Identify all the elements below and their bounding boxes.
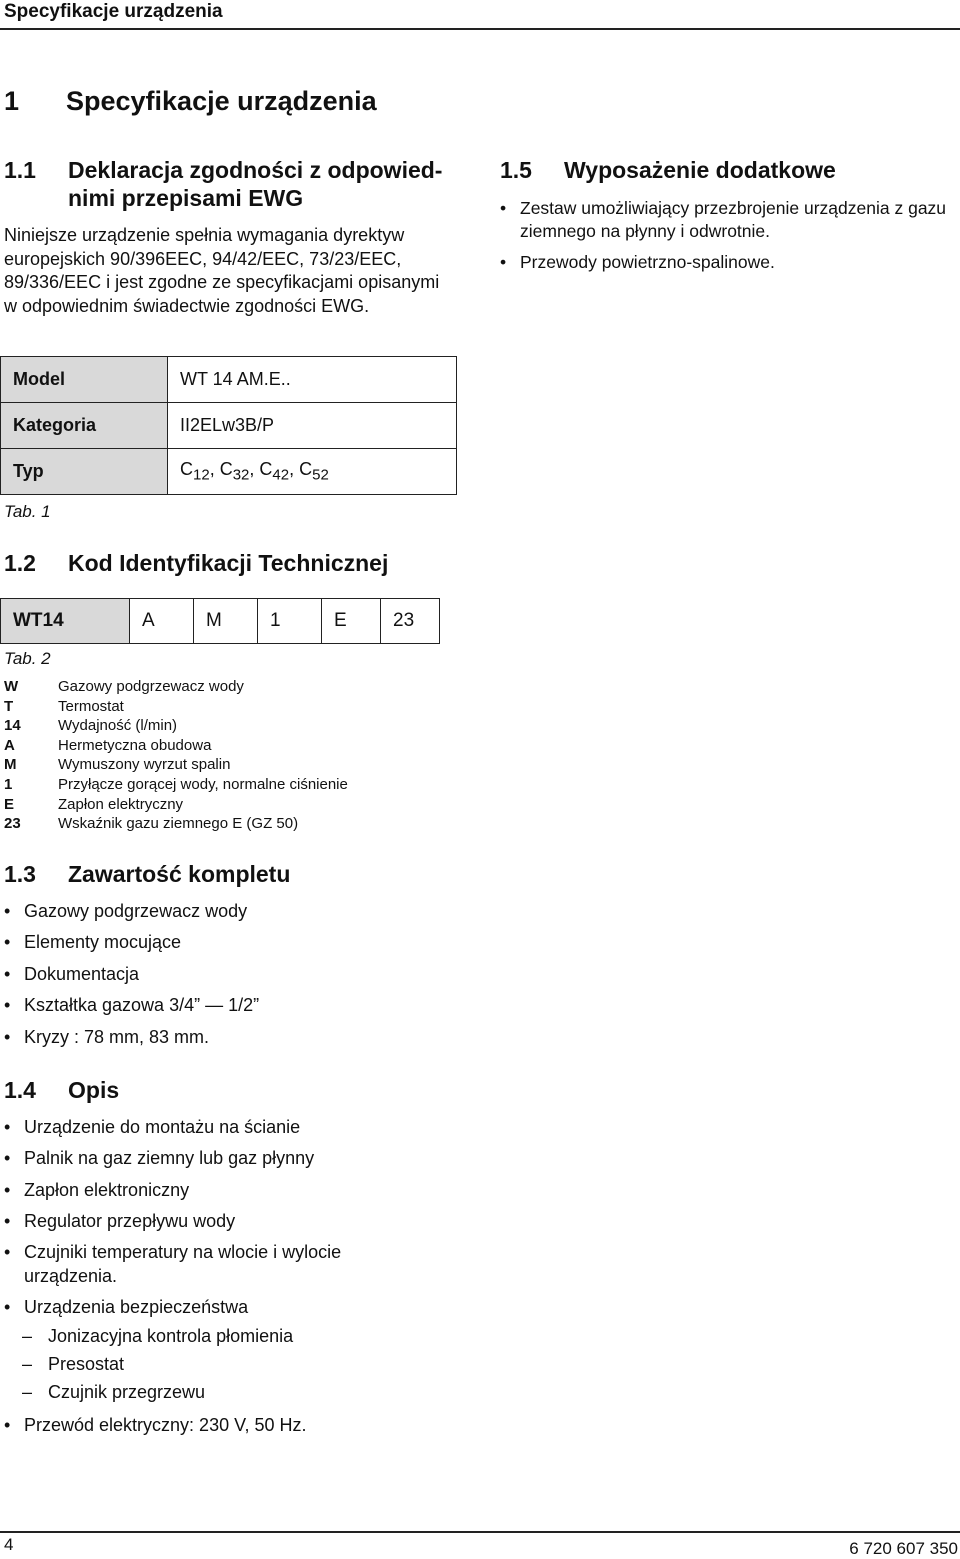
sub-list-item: – Presostat [22, 1351, 404, 1379]
section-1-1-number: 1.1 [4, 157, 36, 183]
section-1-3-number: 1.3 [4, 861, 36, 887]
legend-row: E Zapłon elektryczny [4, 795, 184, 813]
table-row [1, 449, 457, 495]
legend-row: 23 Wskaźnik gazu ziemnego E (GZ 50) [4, 815, 299, 833]
contents-list [4, 900, 464, 1049]
table-1-caption: Tab. 1 [4, 502, 51, 521]
legend-row: 14 Wydajność (l/min) [4, 717, 178, 735]
legend-row: M Wymuszony wyrzut spalin [4, 756, 231, 774]
running-header: Specyfikacje urządzenia [4, 1, 223, 22]
list-item-safety [4, 1296, 404, 1406]
code-cell: E [322, 599, 381, 644]
legend-row: T Termostat [4, 697, 124, 715]
list-item: • Regulator przepływu wody [4, 1210, 404, 1234]
list-item: • Gazowy podgrzewacz wody [4, 900, 464, 923]
list-item: • Urządzenie do montażu na ścianie [4, 1116, 404, 1140]
legend-row: W Gazowy podgrzewacz wody [4, 678, 244, 695]
list-item: • Zestaw umożliwiający przezbrojenie urządzenia z gazu ziemnego na płynny i odwrotnie. [500, 197, 956, 243]
table-2-caption: Tab. 2 [4, 649, 51, 668]
table-key: Model [1, 357, 168, 403]
chapter-title-text: Specyfikacje urządzenia [66, 86, 377, 116]
section-1-1-title-line2: nimi przepisami EWG [68, 185, 304, 211]
footer-rule [0, 1531, 960, 1533]
table-row [1, 599, 440, 644]
section-1-1-body: Niniejsze urządzenie spełnia wymagania dyrektyw europejskich 90/396EEC, 94/42/EEC, 73/23/EEC, 89/336/EEC i jest zgodne ze specyfikacjami opisanymi w odpowiednim świadectwie zgodności EWG. [4, 225, 440, 316]
code-table [0, 598, 440, 644]
legend-row: A Hermetyczna obudowa [4, 736, 212, 754]
section-1-5-number: 1.5 [500, 157, 532, 183]
section-1-3-heading [4, 860, 290, 888]
table-key: Kategoria [1, 403, 168, 449]
code-cell: 23 [381, 599, 440, 644]
table-value: II2ELw3B/P [168, 403, 457, 449]
list-item-label: Urządzenia bezpieczeństwa [24, 1296, 249, 1317]
table-row [1, 357, 457, 403]
list-item: • Kształtka gazowa 3/4” — 1/2” [4, 994, 464, 1017]
legend-row: 1 Przyłącze gorącej wody, normalne ciśnienie [4, 775, 348, 793]
section-1-4-title: Opis [68, 1077, 120, 1103]
section-1-2-title: Kod Identyfikacji Technicznej [68, 550, 389, 576]
accessories-list [500, 197, 956, 274]
list-item: • Palnik na gaz ziemny lub gaz płynny [4, 1147, 404, 1171]
list-item: • Kryzy : 78 mm, 83 mm. [4, 1026, 464, 1049]
list-item: • Dokumentacja [4, 963, 464, 986]
list-item: • Przewód elektryczny: 230 V, 50 Hz. [4, 1414, 404, 1438]
section-1-4-heading [4, 1076, 119, 1104]
code-cell: WT14 [1, 599, 130, 644]
code-cell: A [130, 599, 194, 644]
section-1-1-title-line1: Deklaracja zgodności z odpowied- [68, 157, 443, 183]
chapter-number: 1 [4, 86, 20, 116]
sub-list-item: – Czujnik przegrzewu [22, 1379, 404, 1407]
document-number: 6 720 607 350 [849, 1539, 958, 1558]
code-legend [4, 677, 348, 834]
sub-list-item: – Jonizacyjna kontrola płomienia [22, 1323, 404, 1351]
list-item: • Czujniki temperatury na wlocie i wylocie urządzenia. [4, 1241, 404, 1288]
list-item: • Zapłon elektroniczny [4, 1179, 404, 1203]
safety-sublist [22, 1323, 404, 1406]
header-rule [0, 28, 960, 30]
chapter-title [4, 86, 377, 117]
code-cell: 1 [258, 599, 322, 644]
code-cell: M [194, 599, 258, 644]
section-1-5-title: Wyposażenie dodatkowe [564, 157, 836, 183]
section-1-5-heading [500, 156, 836, 184]
section-1-1-heading [4, 156, 474, 212]
section-1-3-title: Zawartość kompletu [68, 861, 291, 887]
table-value-typ: $C_{12}$, $C_{32}$, $C_{42}$, $C_{52}$ [168, 449, 457, 495]
list-item: • Przewody powietrzno-spalinowe. [500, 251, 956, 274]
section-1-2-heading [4, 549, 388, 577]
list-item: • Elementy mocujące [4, 931, 464, 954]
section-1-4-number: 1.4 [4, 1077, 36, 1103]
description-list [4, 1116, 404, 1438]
table-value: WT 14 AM.E.. [168, 357, 457, 403]
table-row [1, 403, 457, 449]
section-1-2-number: 1.2 [4, 550, 36, 576]
page-number: 4 [4, 1535, 14, 1554]
spec-table [0, 356, 457, 495]
table-key: Typ [1, 449, 168, 495]
